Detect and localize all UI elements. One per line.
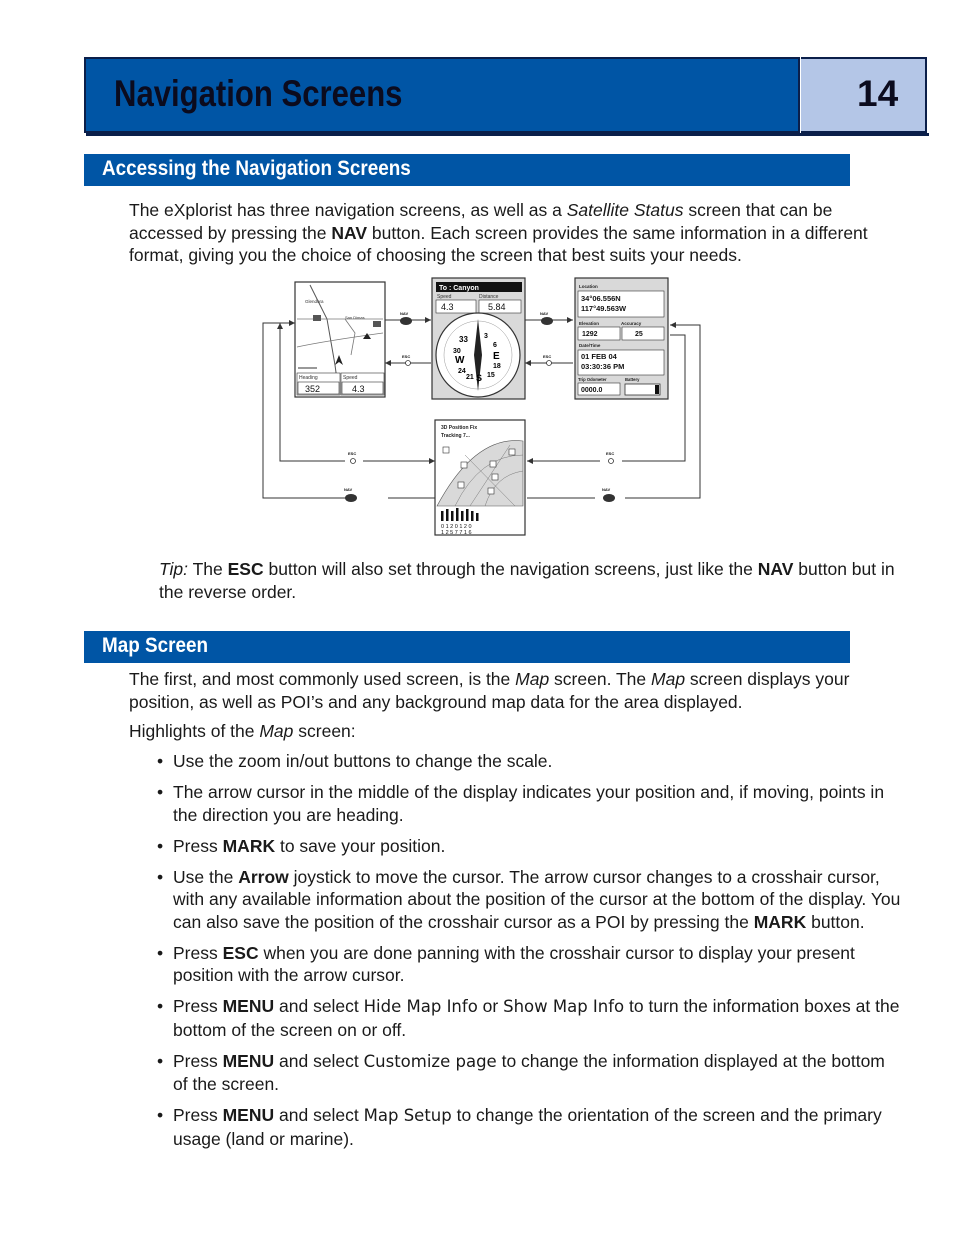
dial-label: 3 bbox=[484, 333, 488, 340]
longitude-value: 117°49.563W bbox=[581, 304, 627, 313]
text-run: The arrow cursor in the middle of the display indicates your position and, if moving, points in the direction you are heading. bbox=[173, 782, 885, 825]
italic-term: Map bbox=[515, 669, 550, 689]
accessing-intro-paragraph bbox=[129, 199, 904, 267]
esc-label: ESC bbox=[402, 354, 411, 359]
list-item bbox=[157, 781, 902, 826]
map-speed-label: Speed bbox=[343, 375, 358, 381]
battery-label: Battery bbox=[625, 377, 640, 382]
accuracy-value: 25 bbox=[635, 331, 643, 338]
section-heading-map bbox=[84, 631, 850, 663]
compass-speed-value: 4.3 bbox=[441, 302, 454, 312]
section-heading-accessing bbox=[84, 154, 850, 186]
dial-label: 6 bbox=[493, 342, 497, 349]
compass-speed-label: Speed bbox=[437, 294, 452, 300]
map-label: Glendora bbox=[305, 299, 324, 304]
menu-option-text: Customize page bbox=[363, 1051, 497, 1071]
text-run: joystick to move the cursor. The arrow cursor changes to a crosshair cursor, with any available information about the position of the cursor at the bottom of the display. You can also save the position of the crosshair cursor as a POI by pressing the bbox=[173, 866, 901, 932]
bold-term: MARK bbox=[753, 911, 807, 932]
title-shadow bbox=[86, 133, 929, 136]
bold-term: MENU bbox=[222, 1105, 275, 1125]
dial-label: 18 bbox=[493, 363, 501, 370]
odometer-label: Trip Odometer bbox=[578, 377, 607, 382]
text-run: when you are done panning with the crosshair cursor to display your present position with the arrow cursor. bbox=[173, 942, 855, 985]
datetime-label: Date/Time bbox=[579, 343, 601, 348]
satellite-ids-row1: 0 1 2 0 1 2 0 bbox=[441, 524, 472, 530]
text-run: Highlights of the bbox=[129, 721, 260, 741]
text-run: to turn the information boxes at the bottom of the screen on or off. bbox=[173, 996, 900, 1040]
map-intro-paragraph bbox=[129, 668, 904, 713]
text-run: to change the information displayed at the bottom of the screen. bbox=[173, 1050, 885, 1094]
text-run: to save your position. bbox=[275, 835, 446, 856]
time-value: 03:30:36 PM bbox=[581, 362, 625, 371]
text-run: Use the zoom in/out buttons to change the scale. bbox=[173, 751, 553, 771]
text-run: The bbox=[188, 559, 228, 579]
map-screen-thumbnail bbox=[295, 282, 385, 397]
map-label: San Dimas bbox=[345, 315, 365, 320]
satellite-ids-row2: 1 2 5 7 7 1 6 bbox=[441, 530, 472, 536]
text-run: screen that can be accessed by pressing the bbox=[129, 200, 833, 243]
bold-term: ESC bbox=[227, 559, 264, 579]
list-item bbox=[157, 942, 902, 987]
text-run: Press bbox=[173, 996, 223, 1016]
text-run: and select bbox=[274, 1105, 364, 1125]
accuracy-label: Accuracy bbox=[621, 321, 642, 326]
page-number: 14 bbox=[857, 73, 899, 114]
dial-label: E bbox=[493, 351, 500, 362]
compass-distance-label: Distance bbox=[479, 294, 499, 300]
text-run: The eXplorist has three navigation screens, as well as a bbox=[129, 200, 567, 220]
text-run: screen displays your position, as well as POI’s and any background map data for the area displayed. bbox=[129, 669, 850, 712]
text-run: to change the orientation of the screen and the primary usage (land or marine). bbox=[173, 1105, 882, 1149]
map-heading-label: Heading bbox=[299, 375, 318, 381]
page-number-box bbox=[801, 57, 927, 133]
tip-label: Tip: bbox=[159, 559, 189, 579]
dial-label: 21 bbox=[466, 374, 474, 381]
nav-button-icon bbox=[540, 311, 553, 325]
fix-status: 3D Position Fix bbox=[441, 425, 478, 431]
tip-paragraph bbox=[159, 558, 899, 603]
nav-label: NAV bbox=[400, 311, 409, 316]
highlights-paragraph bbox=[129, 720, 904, 743]
compass-destination: To : Canyon bbox=[439, 285, 479, 292]
dial-label: 24 bbox=[458, 368, 466, 375]
tracking-status: Tracking 7... bbox=[441, 433, 470, 439]
map-speed-value: 4.3 bbox=[352, 384, 365, 394]
esc-label: ESC bbox=[348, 451, 357, 456]
bold-term: MENU bbox=[222, 1050, 275, 1071]
text-run: Press bbox=[173, 835, 223, 856]
elevation-value: 1292 bbox=[582, 331, 598, 338]
bold-term: MENU bbox=[222, 996, 275, 1016]
chapter-title-bar bbox=[84, 57, 800, 133]
menu-option-text: Show Map Info bbox=[503, 997, 625, 1016]
bold-term: MARK bbox=[222, 835, 276, 856]
latitude-value: 34°06.556N bbox=[581, 294, 621, 303]
esc-label: ESC bbox=[606, 451, 615, 456]
map-heading-value: 352 bbox=[305, 384, 321, 394]
highlights-list bbox=[157, 750, 902, 1159]
text-run: Press bbox=[173, 1050, 223, 1071]
dial-label: 33 bbox=[459, 335, 468, 344]
nav-label: NAV bbox=[540, 311, 549, 316]
location-label: Location bbox=[579, 284, 598, 289]
nav-label: NAV bbox=[344, 487, 353, 492]
section-heading-text: Accessing the Navigation Screens bbox=[102, 157, 411, 180]
list-item bbox=[157, 995, 902, 1041]
navigation-screens-diagram bbox=[255, 275, 710, 540]
list-item bbox=[157, 1104, 902, 1150]
text-run: and select bbox=[274, 996, 364, 1016]
position-screen-thumbnail bbox=[575, 278, 668, 399]
menu-option-text: Hide Map Info bbox=[363, 997, 478, 1016]
compass-screen-thumbnail bbox=[432, 278, 525, 399]
esc-button-icon bbox=[606, 451, 614, 464]
esc-button-icon bbox=[402, 354, 411, 366]
text-run: button. bbox=[806, 911, 865, 932]
nav-button-icon bbox=[400, 311, 412, 325]
bold-term: NAV bbox=[757, 559, 794, 579]
compass-distance-value: 5.84 bbox=[488, 302, 506, 312]
list-item bbox=[157, 866, 902, 934]
chapter-title: Navigation Screens bbox=[114, 73, 403, 114]
dial-label: S bbox=[476, 373, 483, 383]
odometer-value: 0000.0 bbox=[581, 387, 603, 394]
text-run: Use the bbox=[173, 866, 239, 887]
satellite-screen-thumbnail bbox=[435, 420, 525, 536]
text-run: Press bbox=[173, 942, 223, 963]
italic-term: Satellite Status bbox=[566, 200, 684, 220]
text-run: The first, and most commonly used screen, is the bbox=[129, 669, 516, 689]
date-value: 01 FEB 04 bbox=[581, 352, 617, 361]
text-run: button. Each screen provides the same information in a different format, giving you the choice of choosing the screen that best suits your needs. bbox=[129, 222, 868, 265]
nav-button-icon bbox=[602, 487, 615, 502]
battery-icon bbox=[655, 385, 659, 394]
text-run: or bbox=[477, 996, 504, 1016]
list-item bbox=[157, 1050, 902, 1096]
elevation-label: Elevation bbox=[579, 321, 600, 326]
text-run: screen: bbox=[293, 721, 356, 741]
esc-button-icon bbox=[543, 354, 552, 366]
nav-button-icon bbox=[344, 487, 357, 502]
bold-term: NAV bbox=[331, 222, 367, 243]
text-run: button but in the reverse order. bbox=[159, 559, 895, 602]
nav-label: NAV bbox=[602, 487, 611, 492]
text-run: Press bbox=[173, 1105, 223, 1125]
esc-label: ESC bbox=[543, 354, 552, 359]
bold-term: ESC bbox=[222, 942, 259, 963]
list-item bbox=[157, 750, 902, 773]
list-item bbox=[157, 835, 902, 858]
bold-term: Arrow bbox=[238, 866, 289, 887]
dial-label: 15 bbox=[487, 372, 495, 379]
esc-button-icon bbox=[348, 451, 356, 464]
text-run: button will also set through the navigation screens, just like the bbox=[263, 559, 758, 579]
text-run: screen. The bbox=[549, 669, 652, 689]
dial-label: W bbox=[455, 355, 465, 366]
dial-label: 30 bbox=[453, 348, 461, 355]
text-run: and select bbox=[274, 1050, 364, 1071]
italic-term: Map bbox=[259, 721, 294, 741]
menu-option-text: Map Setup bbox=[363, 1106, 452, 1125]
section-heading-text: Map Screen bbox=[102, 634, 209, 657]
italic-term: Map bbox=[651, 669, 686, 689]
